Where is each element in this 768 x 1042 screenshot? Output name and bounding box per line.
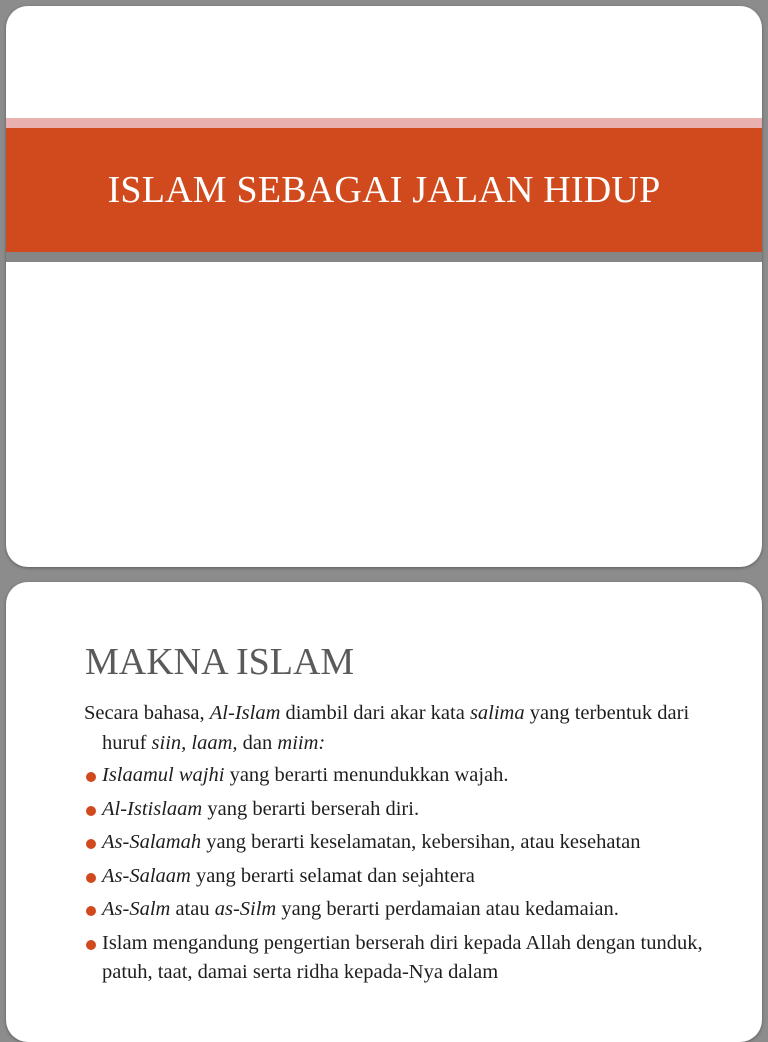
list-item: Islam mengandung pengertian berserah diri kepada Allah dengan tunduk, patuh, taat, damai serta ridha kepada-Nya dalam (84, 929, 734, 988)
content-body (84, 699, 734, 992)
title-band (6, 128, 762, 252)
title-band-shadow (6, 252, 762, 262)
content-slide (6, 582, 762, 1042)
list-item: Al-Istislaam yang berarti berserah diri. (84, 795, 734, 825)
list-item: As-Salm atau as-Silm yang berarti perdamaian atau kedamaian. (84, 895, 734, 925)
intro-paragraph: Secara bahasa, Al-Islam diambil dari akar kata salima yang terbentuk dari huruf siin, laam, dan miim: (84, 702, 690, 754)
bullet-dot-icon (86, 873, 96, 883)
list-item: Islaamul wajhi yang berarti menundukkan wajah. (84, 761, 734, 791)
bullet-dot-icon (86, 906, 96, 916)
bullet-dot-icon (86, 940, 96, 950)
list-item: As-Salamah yang berarti keselamatan, kebersihan, atau kesehatan (84, 828, 734, 858)
bullet-dot-icon (86, 806, 96, 816)
slide-title: ISLAM SEBAGAI JALAN HIDUP (107, 169, 661, 211)
list-item: As-Salaam yang berarti selamat dan sejahtera (84, 862, 734, 892)
content-heading: MAKNA ISLAM (85, 641, 355, 683)
title-slide (6, 6, 762, 567)
bullet-list (84, 761, 734, 988)
title-band-highlight (6, 118, 762, 128)
bullet-dot-icon (86, 772, 96, 782)
bullet-dot-icon (86, 839, 96, 849)
